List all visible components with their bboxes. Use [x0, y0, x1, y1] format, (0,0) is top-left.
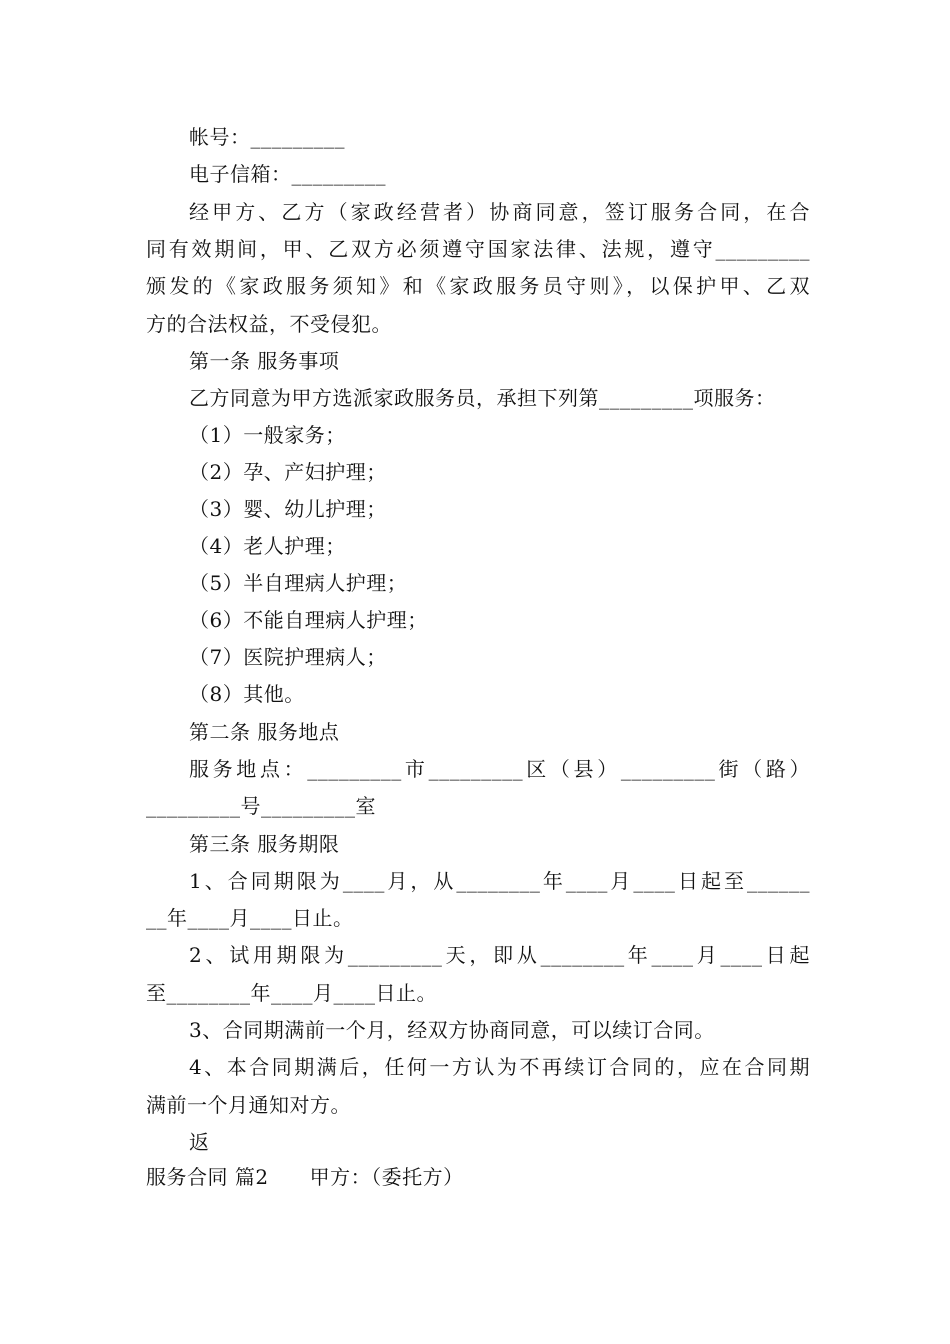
account-line: 帐号：_________	[189, 125, 345, 149]
list-item: （1）一般家务；	[189, 423, 346, 447]
paragraph-line: 返	[189, 1130, 210, 1154]
list-item: （6）不能自理病人护理；	[189, 608, 428, 632]
section-heading: 第二条 服务地点	[189, 720, 340, 744]
list-item: （5）半自理病人护理；	[189, 571, 408, 595]
paragraph-line: 1、合同期限为____月，从________年____月____日起至______	[189, 869, 810, 893]
paragraph-line: 颁发的《家政服务须知》和《家政服务员守则》，以保护甲、乙双	[146, 274, 810, 298]
section-title-line: 服务合同 篇2 甲方：（委托方）	[146, 1165, 464, 1189]
paragraph-line: _________号_________室	[146, 794, 376, 818]
paragraph-line: 至________年____月____日止。	[146, 981, 437, 1005]
list-item: （2）孕、产妇护理；	[189, 460, 387, 484]
paragraph-line: 3、合同期满前一个月，经双方协商同意，可以续订合同。	[189, 1018, 715, 1042]
paragraph-line: 2、试用期限为_________天，即从________年____月____日起	[189, 943, 810, 967]
list-item: （4）老人护理；	[189, 534, 346, 558]
email-line: 电子信箱：_________	[189, 162, 386, 186]
paragraph-line: 方的合法权益，不受侵犯。	[146, 312, 392, 336]
paragraph-line: 服务地点：_________市_________区（县）_________街（路）	[189, 757, 810, 781]
list-item: （3）婴、幼儿护理；	[189, 497, 387, 521]
section-heading: 第三条 服务期限	[189, 832, 340, 856]
paragraph-line: __年____月____日止。	[146, 906, 354, 930]
paragraph-line: 满前一个月通知对方。	[146, 1093, 351, 1117]
section-heading: 第一条 服务事项	[189, 349, 340, 373]
list-item: （7）医院护理病人；	[189, 645, 387, 669]
paragraph-line: 乙方同意为甲方选派家政服务员，承担下列第_________项服务：	[189, 386, 776, 410]
paragraph-line: 经甲方、乙方（家政经营者）协商同意，签订服务合同，在合	[189, 200, 810, 224]
list-item: （8）其他。	[189, 682, 305, 706]
paragraph-line: 4、本合同期满后，任何一方认为不再续订合同的，应在合同期	[189, 1055, 810, 1079]
paragraph-line: 同有效期间，甲、乙双方必须遵守国家法律、法规，遵守_________	[146, 237, 810, 261]
